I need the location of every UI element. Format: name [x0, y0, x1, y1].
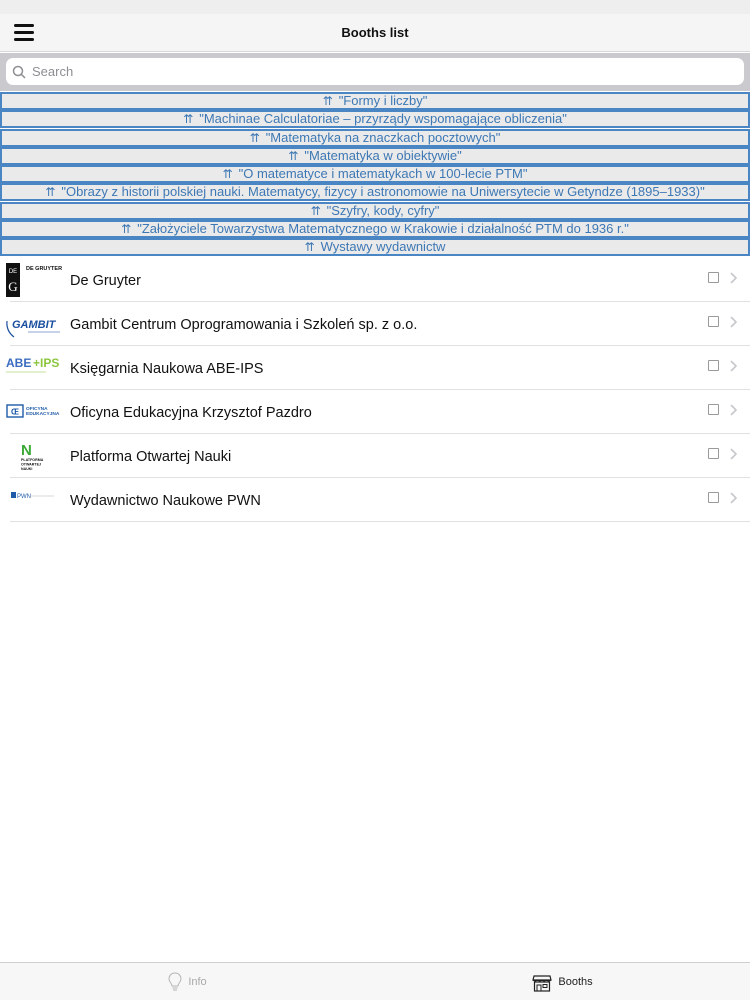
booth-name: Gambit Centrum Oprogramowania i Szkoleń sp. z o.o.	[70, 317, 418, 333]
section-row[interactable]	[0, 238, 750, 256]
platforma-logo	[4, 439, 66, 473]
booth-item-oficyna[interactable]	[0, 390, 750, 434]
booth-name: Platforma Otwartej Nauki	[70, 449, 232, 465]
booths-list	[0, 258, 750, 522]
favorite-checkbox[interactable]	[708, 272, 719, 283]
svg-text:ABE: ABE	[6, 356, 32, 370]
logo-text: DE GRUYTER	[26, 266, 63, 272]
collapse-icon: ⇈	[183, 112, 194, 127]
svg-text:Œ: Œ	[11, 407, 19, 417]
chevron-right-icon	[730, 360, 738, 372]
booth-name: Wydawnictwo Naukowe PWN	[70, 493, 261, 509]
svg-text:DE: DE	[8, 269, 18, 275]
navigation-bar	[0, 14, 750, 52]
oficyna-logo	[4, 395, 66, 429]
search-icon	[12, 65, 26, 79]
booth-item-gambit[interactable]	[0, 302, 750, 346]
section-index	[0, 92, 750, 257]
booth-item-de-gruyter[interactable]	[0, 258, 750, 302]
svg-text:PLATFORMA: PLATFORMA	[21, 458, 44, 462]
gambit-logo	[4, 307, 66, 341]
favorite-checkbox[interactable]	[708, 404, 719, 415]
logo-text: PWN	[17, 494, 31, 500]
tab-info[interactable]	[0, 963, 375, 1001]
search-field[interactable]	[6, 58, 744, 85]
svg-text:N: N	[21, 442, 32, 459]
booth-item-abe-ips[interactable]	[0, 346, 750, 390]
status-bar	[0, 0, 750, 14]
section-label: "Obrazy z historii polskiej nauki. Matematycy, fizycy i astronomowie na Uniwersytecie w Getyndze (1895–1933)"	[61, 184, 705, 200]
de-gruyter-logo	[4, 263, 66, 297]
collapse-icon: ⇈	[249, 130, 260, 145]
collapse-icon: ⇈	[121, 222, 132, 237]
favorite-checkbox[interactable]	[708, 360, 719, 371]
section-label: "Matematyka na znaczkach pocztowych"	[265, 129, 501, 145]
section-row[interactable]	[0, 92, 750, 110]
search-input[interactable]	[32, 64, 744, 79]
section-label: "Założyciele Towarzystwa Matematycznego w Krakowie i działalność PTM do 1936 r."	[137, 221, 629, 237]
search-bar	[0, 53, 750, 91]
hamburger-menu-icon[interactable]	[14, 24, 34, 42]
logo-mark: G	[8, 279, 18, 294]
section-label: "Machinae Calculatoriae – przyrządy wspomagające obliczenia"	[199, 111, 567, 127]
booth-name: De Gruyter	[70, 273, 141, 289]
chevron-right-icon	[730, 272, 738, 284]
section-label: "Szyfry, kody, cyfry"	[326, 202, 440, 218]
section-label: "O matematyce i matematykach w 100-lecie PTM"	[238, 166, 528, 182]
chevron-right-icon	[730, 492, 738, 504]
section-label: Wystawy wydawnictw	[320, 239, 446, 255]
section-label: "Matematyka w obiektywie"	[304, 147, 462, 163]
page-title: Booths list	[341, 25, 409, 40]
collapse-icon: ⇈	[322, 94, 333, 108]
svg-text:OFICYNA: OFICYNA	[26, 407, 48, 412]
abe-ips-logo	[4, 351, 66, 385]
section-row[interactable]	[0, 110, 750, 128]
collapse-icon: ⇈	[304, 240, 315, 255]
svg-text:EDUKACYJNA: EDUKACYJNA	[26, 412, 60, 417]
chevron-right-icon	[730, 404, 738, 416]
section-row[interactable]	[0, 165, 750, 183]
booth-icon	[532, 972, 552, 992]
booth-name: Oficyna Edukacyjna Krzysztof Pazdro	[70, 405, 312, 421]
chevron-right-icon	[730, 448, 738, 460]
tab-info-label: Info	[188, 976, 207, 988]
booth-item-platforma[interactable]	[0, 434, 750, 478]
section-row[interactable]	[0, 147, 750, 165]
section-label: "Formy i liczby"	[338, 93, 428, 108]
booth-name: Księgarnia Naukowa ABE-IPS	[70, 361, 264, 377]
svg-text:OTWARTEJ: OTWARTEJ	[21, 462, 41, 467]
section-row[interactable]	[0, 220, 750, 238]
tab-booths-label: Booths	[558, 976, 593, 988]
pwn-logo	[4, 483, 66, 517]
tab-booths[interactable]	[375, 963, 750, 1001]
section-row[interactable]	[0, 202, 750, 220]
collapse-icon: ⇈	[222, 167, 233, 182]
section-row[interactable]	[0, 183, 750, 201]
favorite-checkbox[interactable]	[708, 448, 719, 459]
chevron-right-icon	[730, 316, 738, 328]
svg-text:+IPS: +IPS	[33, 356, 60, 370]
collapse-icon: ⇈	[310, 203, 321, 218]
svg-text:NAUKI: NAUKI	[21, 467, 33, 471]
favorite-checkbox[interactable]	[708, 492, 719, 503]
collapse-icon: ⇈	[45, 185, 56, 200]
logo-text: GAMBIT	[12, 319, 56, 331]
collapse-icon: ⇈	[288, 148, 299, 163]
tab-bar	[0, 962, 750, 1000]
section-row[interactable]	[0, 129, 750, 147]
favorite-checkbox[interactable]	[708, 316, 719, 327]
booth-item-pwn[interactable]	[0, 478, 750, 522]
lightbulb-icon	[168, 972, 182, 992]
